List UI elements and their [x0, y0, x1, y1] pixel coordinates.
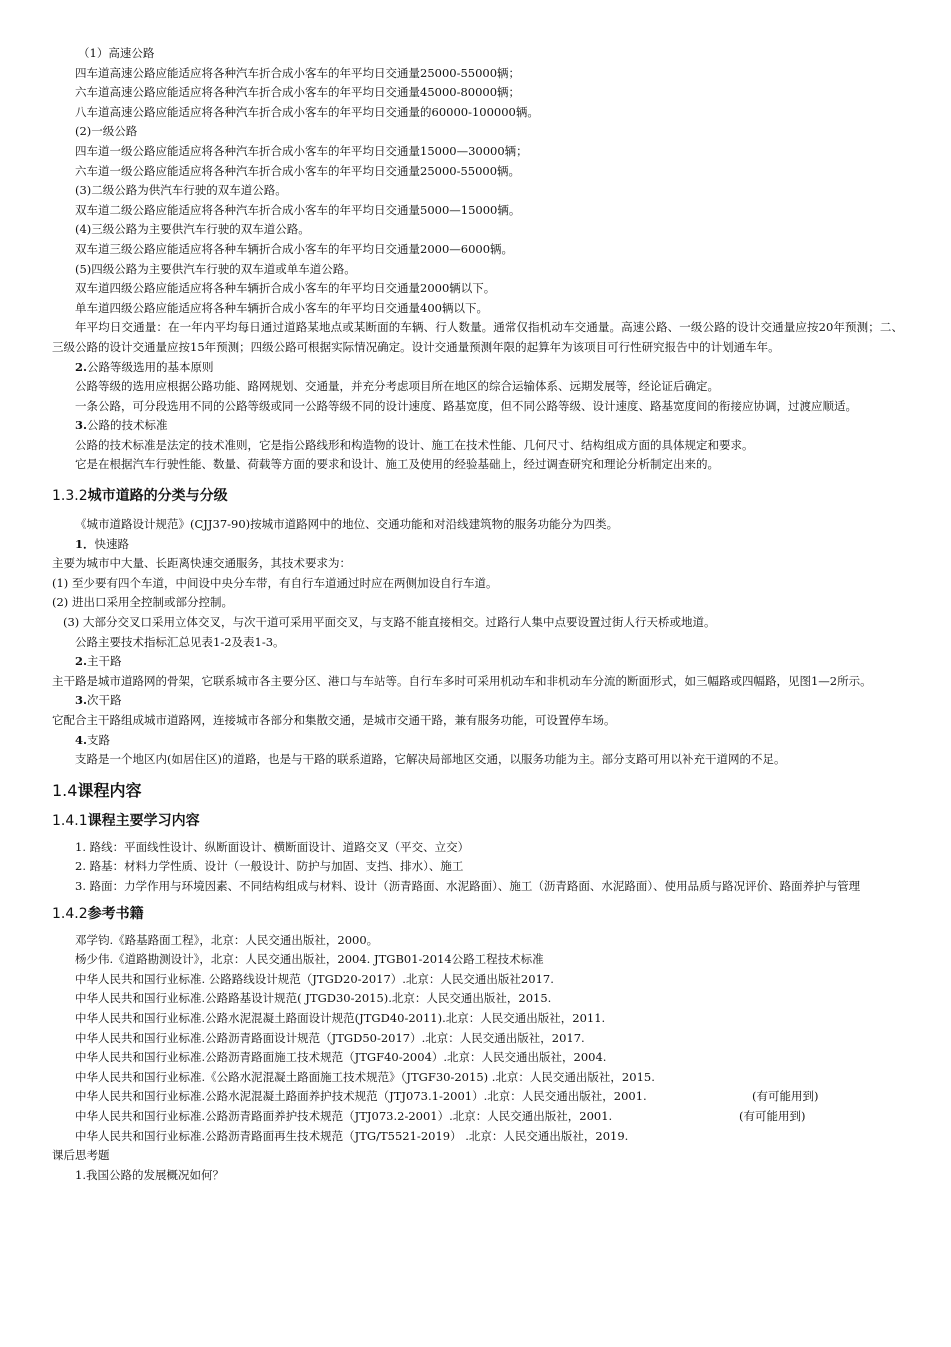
section-num: 1.3.2	[52, 488, 88, 505]
grade-heading-class4: (5)四级公路为主要供汽车行驶的双车道或单车道公路。	[75, 261, 356, 276]
arterial-heading	[0, 652, 951, 672]
reference-list	[0, 931, 951, 1147]
reference-item	[0, 1107, 951, 1127]
expressway-num: 1．	[75, 536, 95, 551]
section-heading-1-4-2	[0, 903, 951, 925]
section-num: 1.4	[52, 780, 78, 800]
grade-line: 双车道二级公路应能适应将各种汽车折合成小客车的年平均日交通量5000—15000辆。	[75, 202, 521, 217]
reference-text: 中华人民共和国行业标准.公路水泥混凝土路面养护技术规范（JTJ073.1-2001）.北京：人民交通出版社，2001.	[75, 1089, 647, 1104]
expressway-note: 公路主要技术指标汇总见表1-2及表1-3。	[75, 634, 285, 649]
arterial-desc: 主干路是城市道路网的骨架，它联系城市各主要分区、港口与车站等。自行车多时可采用机动车和非机动车分流的断面形式，如三幅路或四幅路，见图1—2所示。	[52, 673, 872, 688]
reference-text: 中华人民共和国行业标准.公路沥青路面养护技术规范（JTJ073.2-2001）.北京：人民交通出版社，2001.	[75, 1108, 613, 1123]
highway-grade-list	[0, 44, 951, 1185]
branch-num: 4.	[75, 732, 88, 747]
grade-heading-class1: (2)一级公路	[75, 124, 138, 139]
tech-std-p1: 公路的技术标准是法定的技术准则，它是指公路线形和构造物的设计、施工在技术性能、几何尺寸、结构组成方面的具体规定和要求。	[75, 437, 754, 452]
reference-item: 邓学钧.《路基路面工程》，北京：人民交通出版社，2000。	[75, 932, 379, 947]
section-heading-1-4-1	[0, 810, 951, 832]
expressway-title: 快速路	[94, 536, 130, 551]
tech-std-num: 3.	[75, 418, 88, 433]
branch-desc: 支路是一个地区内(如居住区)的道路，也是与干路的联系道路，它解决局部地区交通，以服务功能为主。部分支路可用以补充干道网的不足。	[75, 752, 786, 767]
grade-line: 四车道一级公路应能适应将各种汽车折合成小客车的年平均日交通量15000—30000辆；	[75, 143, 528, 158]
reference-item	[0, 1087, 951, 1107]
urban-road-intro: 《城市道路设计规范》(CJJ37-90)按城市道路网中的地位、交通功能和对沿线建筑物的服务功能分为四类。	[75, 517, 619, 532]
grade-line: 双车道四级公路应能适应将各种车辆折合成小客车的年平均日交通量2000辆以下。	[75, 281, 496, 296]
reference-item: 中华人民共和国行业标准.公路水泥混凝土路面设计规范(JTGD40-2011).北京：人民交通出版社，2011.	[75, 1010, 606, 1025]
grade-line: 双车道三级公路应能适应将各种车辆折合成小客车的年平均日交通量2000—6000辆。	[75, 241, 514, 256]
grade-line: 六车道一级公路应能适应将各种汽车折合成小客车的年平均日交通量25000-55000辆。	[75, 163, 521, 178]
grade-heading-expressway: （1）高速公路	[78, 46, 155, 60]
principles-p2: 一条公路，可分段选用不同的公路等级或同一公路等级不同的设计速度、路基宽度，但不同公路等级、设计速度、路基宽度间的衔接应协调，过渡应顺适。	[75, 398, 857, 413]
secondary-title: 次干路	[87, 693, 122, 708]
grade-line: 六车道高速公路应能适应将各种汽车折合成小客车的年平均日交通量45000-80000辆；	[75, 85, 521, 100]
principles-p1: 公路等级的选用应根据公路功能、路网规划、交通量，并充分考虑项目所在地区的综合运输体系、远期发展等，经论证后确定。	[75, 379, 719, 394]
section-heading-1-4	[0, 778, 951, 804]
branch-title: 支路	[87, 732, 111, 747]
reference-item: 中华人民共和国行业标准.公路路基设计规范( JTGD30-2015).北京：人民交通出版社，2015.	[75, 991, 552, 1006]
grade-line: 八车道高速公路应能适应将各种汽车折合成小客车的年平均日交通量的60000-100000辆。	[75, 104, 539, 119]
expressway-item: (1) 至少要有四个车道，中间设中央分车带，有自行车道通过时应在两侧加设自行车道。	[52, 575, 498, 590]
course-item: 3. 路面：力学作用与环境因素、不同结构组成与材料、设计（沥青路面、水泥路面）、施工（沥青路面、水泥路面）、使用品质与路况评价、路面养护与管理	[75, 878, 861, 893]
homework-question: 1.我国公路的发展概况如何？	[75, 1167, 224, 1182]
expressway-item: (2) 进出口采用全控制或部分控制。	[52, 595, 233, 610]
reference-note: (有可能用到)	[739, 1108, 806, 1123]
section-title: 课程主要学习内容	[87, 812, 200, 829]
course-item: 2. 路基：材料力学性质、设计（一般设计、防护与加固、支挡、排水）、施工	[75, 859, 464, 874]
secondary-desc: 它配合主干路组成城市道路网，连接城市各部分和集散交通，是城市交通干路，兼有服务功能，可设置停车场。	[52, 713, 616, 727]
section-heading-1-3-2	[0, 485, 951, 507]
section-num: 1.4.2	[52, 905, 88, 922]
branch-heading	[0, 731, 951, 751]
reference-note: (有可能用到)	[752, 1089, 819, 1104]
arterial-title: 主干路	[87, 654, 122, 669]
tech-std-title: 公路的技术标准	[87, 418, 168, 433]
homework-title: 课后思考题	[52, 1148, 110, 1163]
principles-title: 公路等级选用的基本原则	[87, 359, 214, 374]
section-title: 课程内容	[77, 780, 142, 800]
grade-line: 四车道高速公路应能适应将各种汽车折合成小客车的年平均日交通量25000-55000辆；	[75, 65, 521, 80]
reference-item: 中华人民共和国行业标准. 公路路线设计规范（JTGD20-2017）.北京：人民交通出版社2017.	[75, 971, 554, 986]
reference-item: 杨少伟.《道路勘测设计》，北京：人民交通出版社，2004. JTGB01-2014公路工程技术标准	[75, 952, 544, 967]
tech-std-p2: 它是在根据汽车行驶性能、数量、荷载等方面的要求和设计、施工及使用的经验基础上，经过调查研究和理论分析制定出来的。	[75, 457, 719, 472]
expressway-item: (3) 大部分交叉口采用立体交叉，与次干道可采用平面交叉，与支路不能直接相交。过路行人集中点要设置过街人行天桥或地道。	[63, 615, 716, 630]
expressway-desc: 主要为城市中大量、长距离快速交通服务，其技术要求为：	[52, 556, 351, 571]
secondary-heading	[0, 691, 951, 711]
tech-std-heading	[0, 416, 951, 436]
aadt-paragraph: 年平均日交通量：在一年内平均每日通过道路某地点或某断面的车辆、行人数量。通常仅指机动车交通量。高速公路、一级公路的设计交通量应按20年预测；二、三级公路的设计交通量应按15年预测；四级公路可根据实际情况确定。设计交通量预测年限的起算年为该项目可行性研究报告中的计划通车年。	[52, 320, 903, 354]
grade-line: 单车道四级公路应能适应将各种车辆折合成小客车的年平均日交通量400辆以下。	[75, 300, 488, 315]
reference-item: 中华人民共和国行业标准.公路沥青路面设计规范（JTGD50-2017）.北京：人民交通出版社，2017.	[75, 1030, 585, 1045]
reference-item: 中华人民共和国行业标准.《公路水泥混凝土路面施工技术规范》（JTGF30-2015) .北京：人民交通出版社，2015.	[75, 1069, 655, 1084]
section-num: 1.4.1	[52, 812, 88, 829]
arterial-num: 2.	[75, 654, 88, 669]
secondary-num: 3.	[75, 693, 88, 708]
section-title: 城市道路的分类与分级	[87, 488, 228, 505]
section-title: 参考书籍	[87, 905, 144, 922]
grade-heading-class3: (4)三级公路为主要供汽车行驶的双车道公路。	[75, 222, 310, 237]
reference-item: 中华人民共和国行业标准.公路沥青路面再生技术规范（JTG/T5521-2019） .北京：人民交通出版社，2019.	[75, 1128, 629, 1143]
principles-num: 2.	[75, 359, 88, 374]
principles-heading	[0, 358, 951, 378]
course-item: 1. 路线：平面线性设计、纵断面设计、横断面设计、道路交叉（平交、立交）	[75, 839, 470, 854]
grade-heading-class2: (3)二级公路为供汽车行驶的双车道公路。	[75, 183, 287, 198]
reference-item: 中华人民共和国行业标准.公路沥青路面施工技术规范（JTGF40-2004）.北京：人民交通出版社，2004.	[75, 1050, 607, 1065]
expressway-heading	[0, 535, 951, 555]
